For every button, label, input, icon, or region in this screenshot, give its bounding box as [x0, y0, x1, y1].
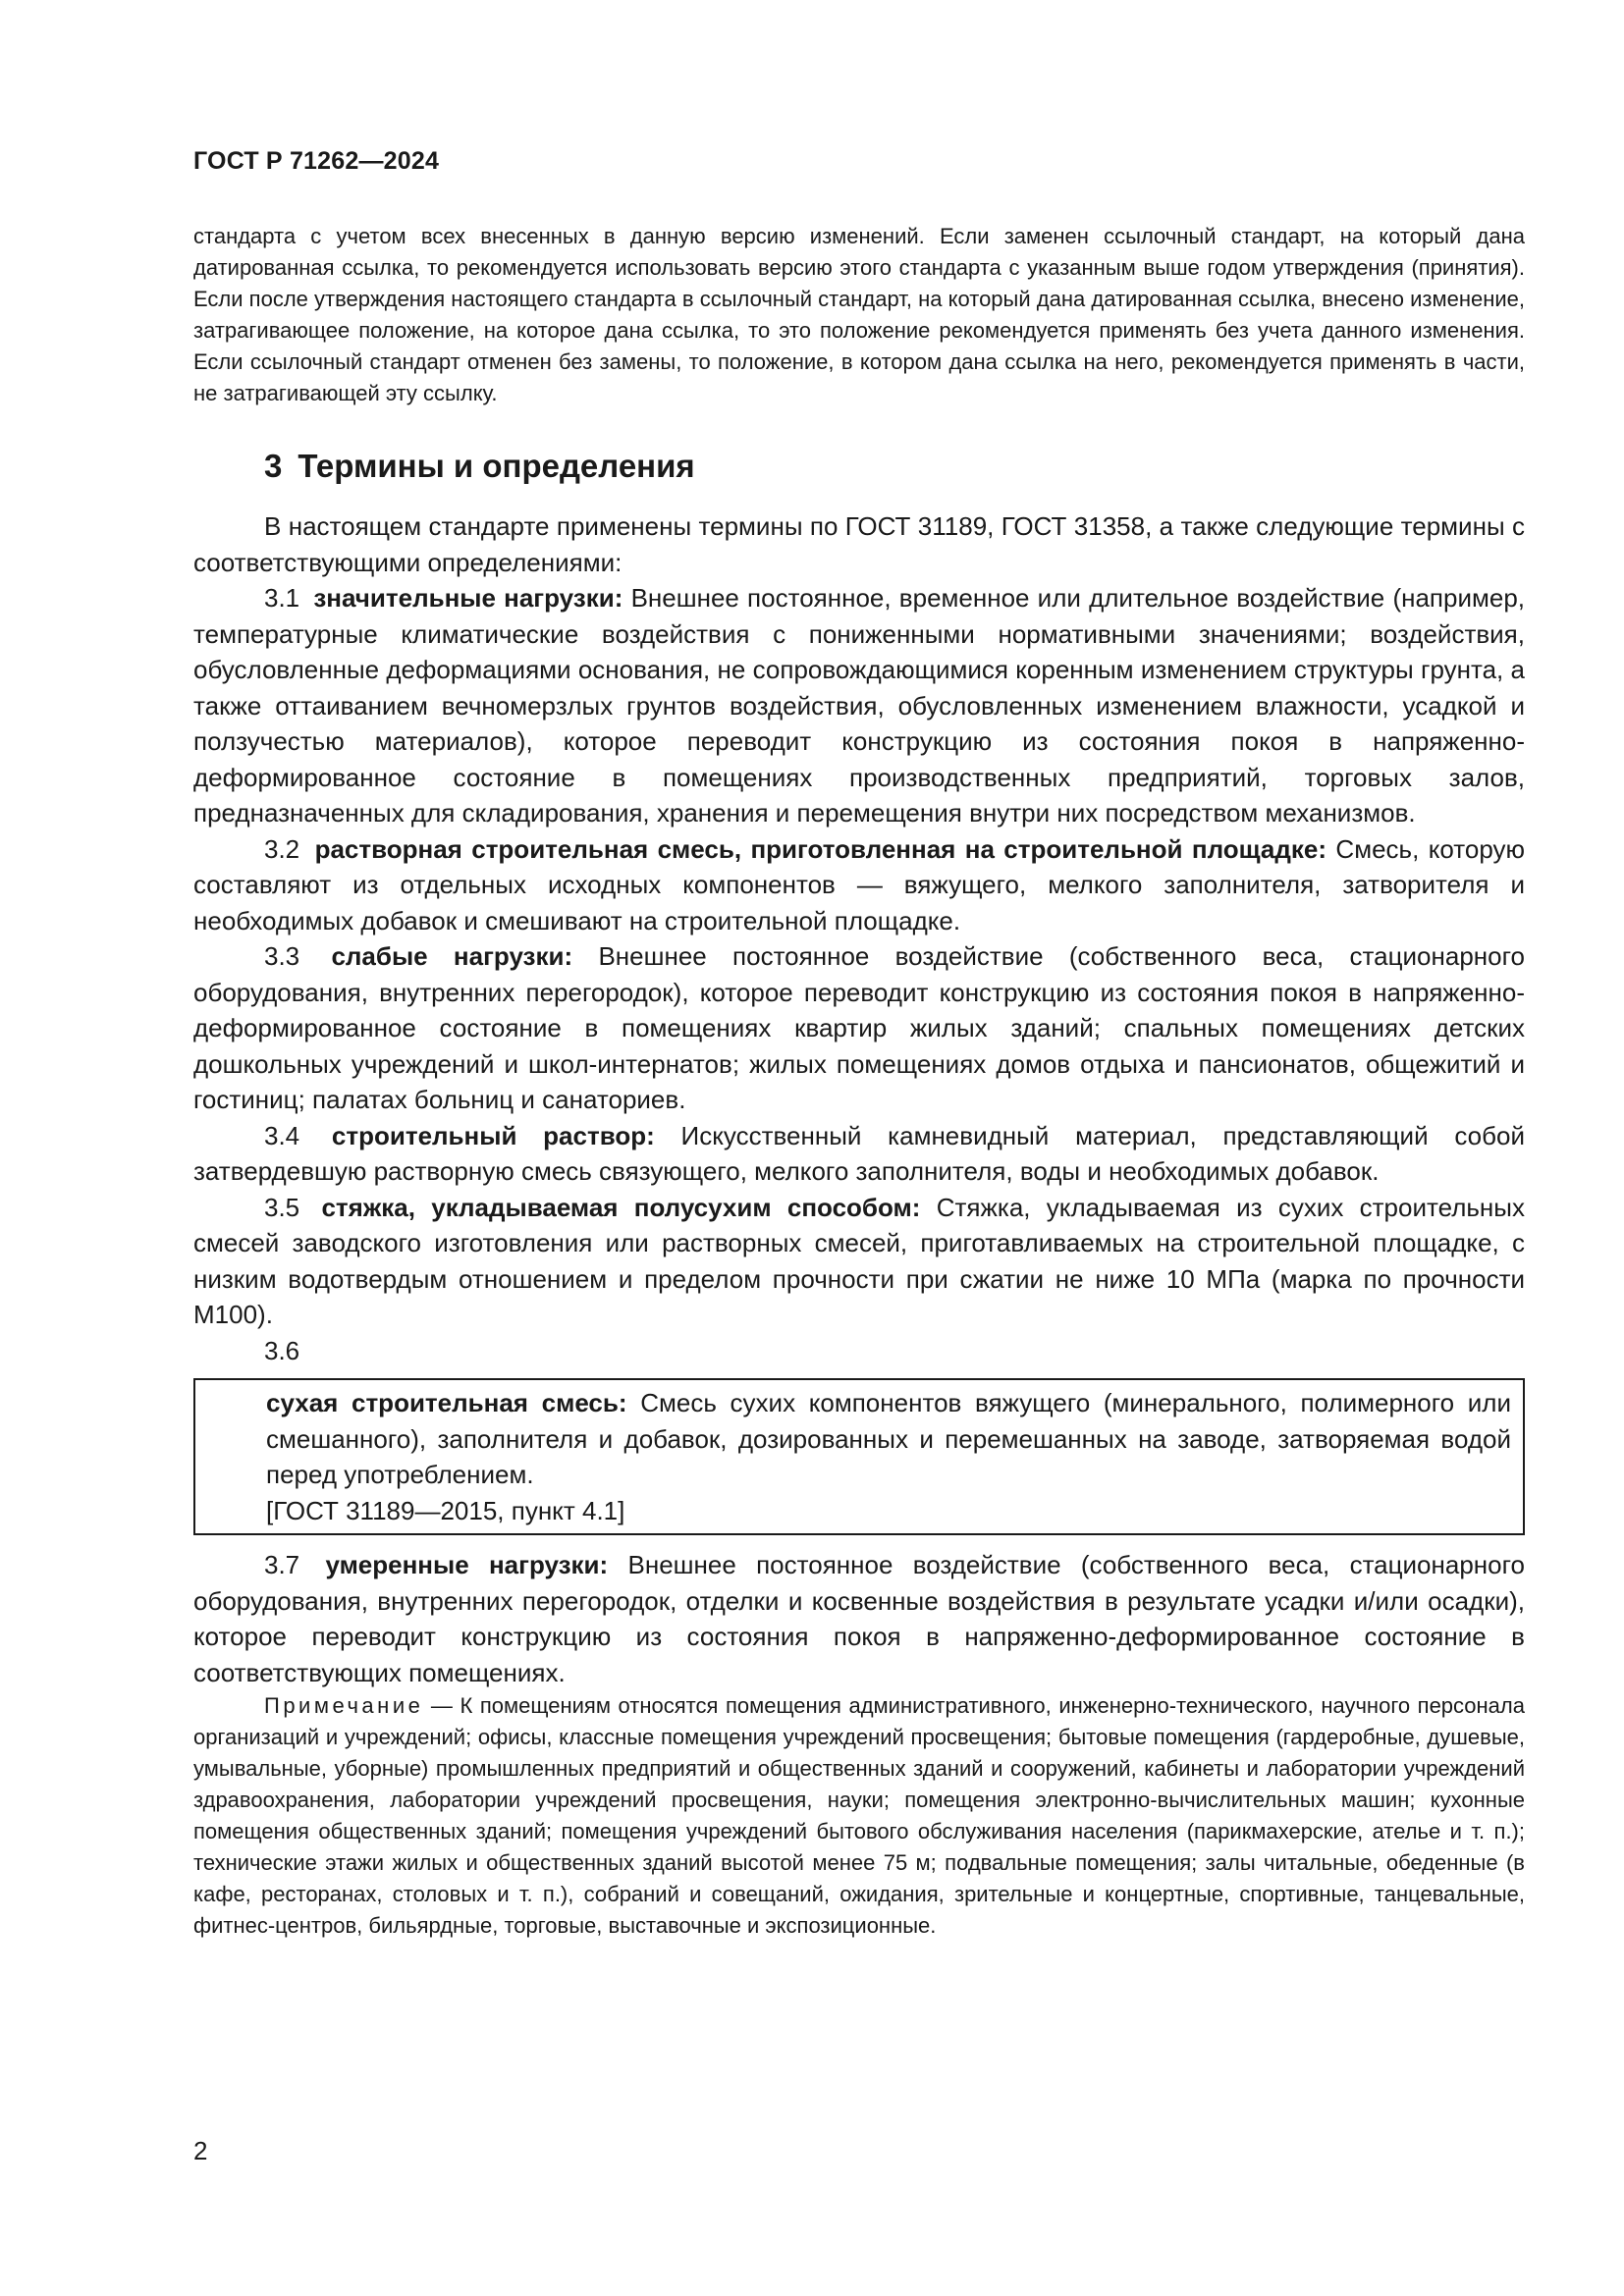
boxed-term-text [266, 1385, 1511, 1493]
term-source-reference: [ГОСТ 31189—2015, пункт 4.1] [266, 1495, 625, 1525]
page-number: 2 [193, 2136, 208, 2165]
term-item-3-7 [193, 1547, 1525, 1690]
note-paragraph [193, 1690, 1525, 1942]
boxed-term-3-6 [193, 1378, 1525, 1535]
term-item-3-5 [193, 1190, 1525, 1333]
term-name: значительные нагрузки: [313, 583, 623, 613]
section-lead: В настоящем стандарте применены термины по ГОСТ 31189, ГОСТ 31358, а также следующие термины с соответствующими определениями: [193, 511, 1525, 577]
term-definition: Внешнее постоянное воздействие (собственного веса, стационарного оборудования, внутренних перегородок), которое переводит конструкцию из состояния покоя в напряженно-деформированное состояние в помещениях квартир жилых зданий; спальных помещениях детских дошкольных учреждений и школ-интернатов; жилых помещениях домов отдыха и пансионатов, общежитий и гостиниц; палатах больниц и санаториев. [193, 941, 1525, 1114]
section-heading [264, 448, 695, 485]
section-number: 3 [264, 448, 283, 484]
term-name: стяжка, укладываемая полусухим способом: [321, 1192, 921, 1222]
section-title: Термины и определения [298, 448, 695, 484]
term-definition: Стяжка, укладываемая из сухих строительных смесей заводского изготовления или растворных смесей, приготавливаемых на строительной площадке, с низким водотвердым отношением и пределом прочности при сжатии не ниже 10 МПа (марка по прочности М100). [193, 1192, 1525, 1329]
term-name: умеренные нагрузки: [325, 1550, 609, 1579]
term-definition: Смесь, которую составляют из отдельных исходных компонентов — вяжущего, мелкого заполнителя, затворителя и необходимых добавок и смешивают на строительной площадке. [193, 833, 1525, 935]
item-number: 3.2 [264, 833, 300, 864]
term-name: сухая строительная смесь: [266, 1388, 627, 1417]
term-item-3-2 [193, 831, 1525, 939]
note-text: — К помещениям относятся помещения административного, инженерно-технического, научного персонала организаций и учреждений; офисы, классные помещения учреждений просвещения; бытовые помещения (гардеробные, душевые, умывальные, уборные) промышленных предприятий и общественных зданий и сооружений, кабинеты и лаборатории учреждений здравоохранения, лаборатории учреждений просвещения, науки; помещения электронно-вычислительных машин; кухонные помещения общественных зданий; помещения учреждений бытового обслуживания населения (парикмахерские, ателье и т. п.); технические этажи жилых и общественных зданий высотой менее 75 м; подвальные помещения; залы читальные, обеденные (в кафе, ресторанах, столовых и т. п.), собраний и совещаний, ожидания, зрительные и концертные, спортивные, танцевальные, фитнес-центров, бильярдные, торговые, выставочные и экспозиционные. [193, 1693, 1525, 1938]
item-number: 3.7 [264, 1550, 300, 1579]
term-name: слабые нагрузки: [331, 941, 573, 971]
section-body [193, 508, 1525, 1942]
term-name: растворная строительная смесь, приготовленная на строительной площадке: [314, 833, 1327, 864]
term-definition: Смесь сухих компонентов вяжущего (минерального, полимерного или смешанного), заполнителя и добавок, дозированных и перемешанных на заводе, затворяемая водой перед употреблением. [266, 1388, 1512, 1489]
term-definition: Внешнее постоянное, временное или длительное воздействие (например, температурные климатические воздействия с пониженными нормативными значениями; воздействия, обусловленные деформациями основания, не сопровождающимися коренным изменением структуры грунта, а также оттаиванием вечномерзлых грунтов воздействия, обусловленных изменением влажности, усадкой и ползучестью материалов), которое переводит конструкцию из состояния покоя в напряженно-деформированное состояние в помещениях производственных предприятий, торговых залов, предназначенных для складирования, хранения и перемещения внутри них посредством механизмов. [193, 583, 1525, 828]
item-number: 3.5 [264, 1192, 300, 1222]
term-name: строительный раствор: [331, 1120, 655, 1150]
term-item-3-1 [193, 580, 1525, 831]
term-item-3-3 [193, 938, 1525, 1118]
intro-paragraph: стандарта с учетом всех внесенных в данную версию изменений. Если заменен ссылочный стандарт, на который дана датированная ссылка, то рекомендуется использовать версию этого стандарта с указанным выше годом утверждения (принятия). Если после утверждения настоящего стандарта в ссылочный стандарт, на который дана датированная ссылка, внесено изменение, затрагивающее положение, на которое дана ссылка, то это положение рекомендуется применять без учета данного изменения. Если ссылочный стандарт отменен без замены, то положение, в котором дана ссылка на него, рекомендуется применять в части, не затрагивающей эту ссылку. [193, 224, 1525, 405]
item-number: 3.1 [264, 583, 300, 613]
term-item-3-6-number: 3.6 [264, 1335, 300, 1365]
term-item-3-4 [193, 1118, 1525, 1190]
term-definition: Искусственный камневидный материал, представляющий собой затвердевшую растворную смесь связующего, мелкого заполнителя, воды и необходимых добавок. [193, 1120, 1525, 1186]
item-number: 3.3 [264, 941, 300, 971]
note-label: Примечание [264, 1693, 424, 1718]
item-number: 3.4 [264, 1120, 300, 1150]
document-header: ГОСТ Р 71262—2024 [193, 147, 440, 175]
term-definition: Внешнее постоянное воздействие (собственного веса, стационарного оборудования, внутренних перегородок, отделки и косвенные воздействия в результате усадки и/или осадки), которое переводит конструкцию из состояния покоя в напряженно-деформированное состояние в соответствующих помещениях. [193, 1550, 1525, 1687]
